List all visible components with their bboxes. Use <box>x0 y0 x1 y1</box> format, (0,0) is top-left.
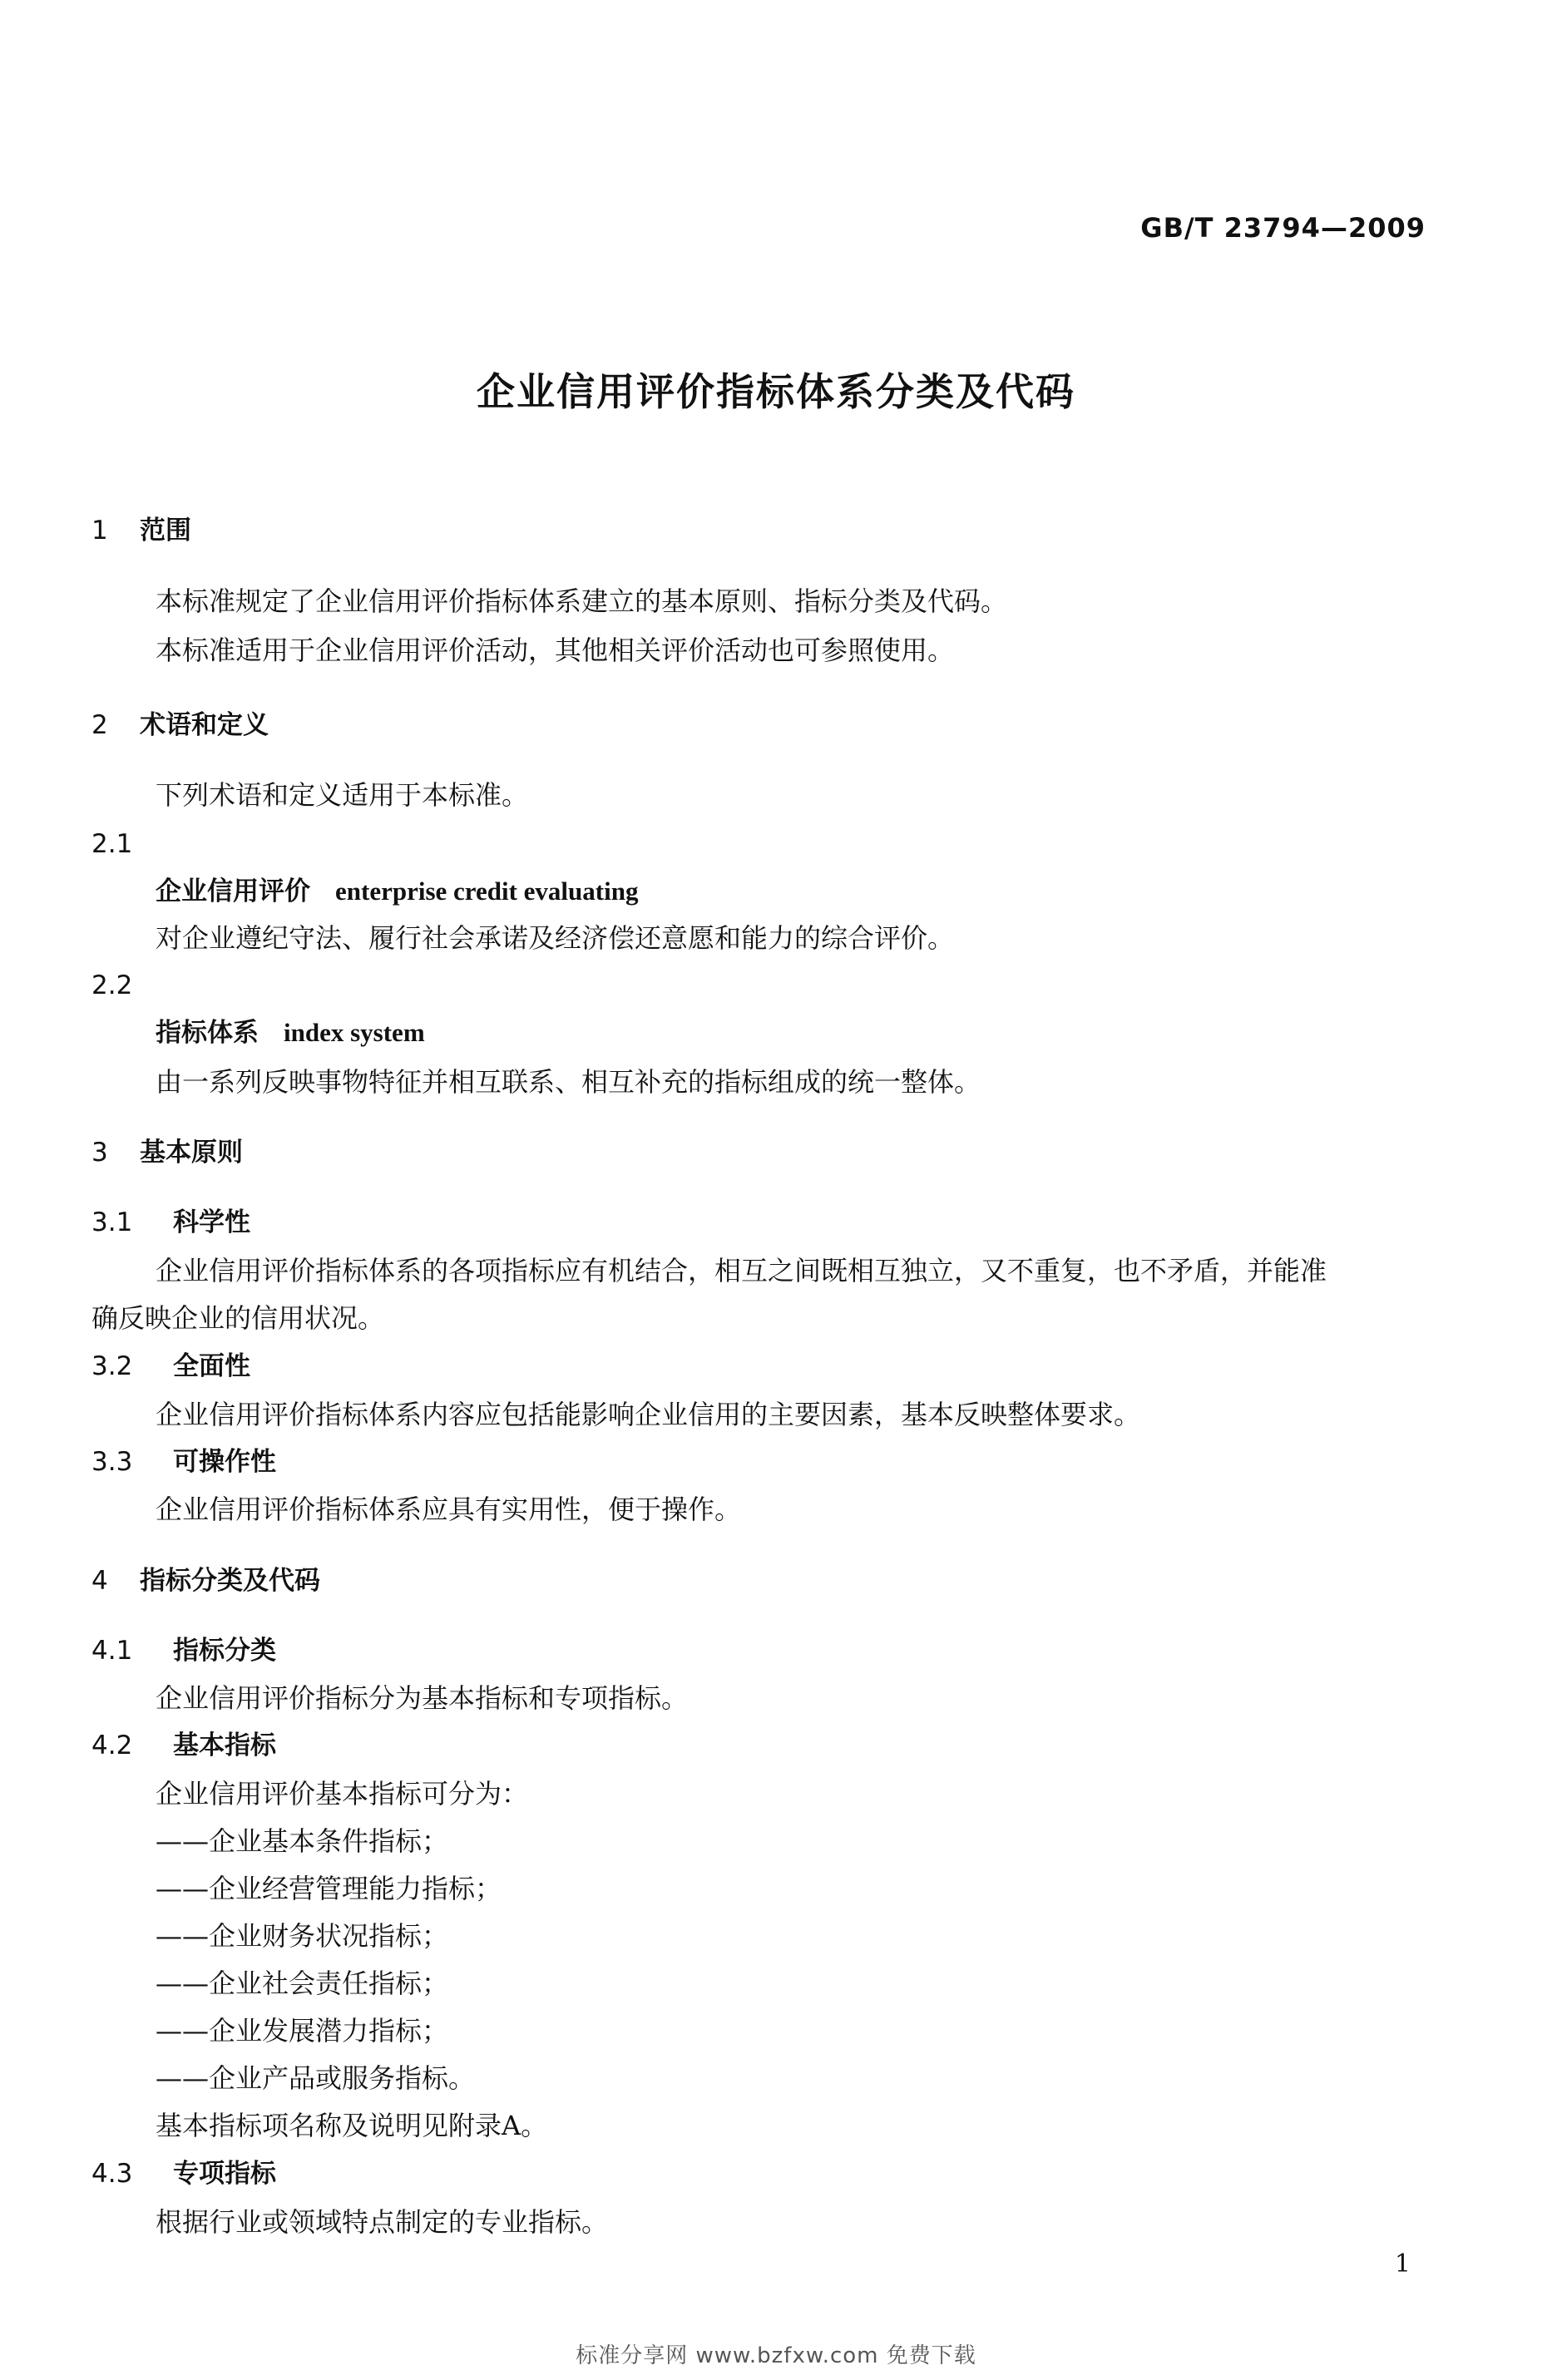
clause-3-2-heading: 3.2 全面性 <box>91 1351 250 1381</box>
clause-3-1-heading: 3.1 科学性 <box>91 1207 250 1237</box>
page-number: 1 <box>1394 2249 1411 2279</box>
clause-3-1-line-2: 确反映企业的信用状况。 <box>91 1302 385 1334</box>
term-2-1-number: 2.1 <box>91 829 133 859</box>
section-title: 指标分类及代码 <box>140 1566 320 1596</box>
section-title: 范围 <box>140 516 191 546</box>
term-2-1-definition: 对企业遵纪守法、履行社会承诺及经济偿还意愿和能力的综合评价。 <box>156 922 955 954</box>
section-title: 基本原则 <box>140 1138 243 1168</box>
list-item: ——企业社会责任指标； <box>156 1968 449 1999</box>
clause-4-2-intro: 企业信用评价基本指标可分为： <box>156 1778 529 1810</box>
term-chinese: 企业信用评价 <box>156 876 310 906</box>
list-item: ——企业基本条件指标； <box>156 1825 449 1857</box>
section-2-heading <box>91 709 269 742</box>
term-english: enterprise credit evaluating <box>335 876 639 906</box>
footer-watermark: 标准分享网 www.bzfxw.com 免费下载 <box>576 2343 976 2368</box>
section-3-heading <box>91 1136 243 1169</box>
clause-4-2-note: 基本指标项名称及说明见附录A。 <box>156 2110 548 2141</box>
section-1-paragraph-2: 本标准适用于企业信用评价活动，其他相关评价活动也可参照使用。 <box>156 635 955 666</box>
term-2-2-number: 2.2 <box>91 970 133 1000</box>
clause-4-1-line-1: 企业信用评价指标分为基本指标和专项指标。 <box>156 1682 689 1714</box>
clause-4-3-line-1: 根据行业或领域特点制定的专业指标。 <box>156 2206 609 2238</box>
clause-3-1-line-1: 企业信用评价指标体系的各项指标应有机结合，相互之间既相互独立，又不重复，也不矛盾，并能准 <box>156 1255 1327 1286</box>
section-number: 3 <box>91 1138 108 1168</box>
list-item: ——企业产品或服务指标。 <box>156 2062 476 2094</box>
list-item: ——企业发展潜力指标； <box>156 2015 449 2047</box>
section-1-paragraph-1: 本标准规定了企业信用评价指标体系建立的基本原则、指标分类及代码。 <box>156 585 1008 617</box>
clause-3-2-line-1: 企业信用评价指标体系内容应包括能影响企业信用的主要因素，基本反映整体要求。 <box>156 1399 1141 1430</box>
section-2-paragraph-1: 下列术语和定义适用于本标准。 <box>156 779 529 811</box>
standard-code: GB/T 23794—2009 <box>1140 212 1426 244</box>
list-item: ——企业经营管理能力指标； <box>156 1873 502 1904</box>
term-chinese: 指标体系 <box>156 1018 259 1048</box>
clause-4-1-heading: 4.1 指标分类 <box>91 1636 276 1666</box>
term-2-1-name <box>156 875 638 908</box>
section-title: 术语和定义 <box>140 710 269 740</box>
clause-4-2-heading: 4.2 基本指标 <box>91 1731 276 1760</box>
clause-3-3-heading: 3.3 可操作性 <box>91 1447 276 1477</box>
section-number: 1 <box>91 516 108 546</box>
clause-4-3-heading: 4.3 专项指标 <box>91 2159 276 2189</box>
list-item: ——企业财务状况指标； <box>156 1920 449 1952</box>
document-title: 企业信用评价指标体系分类及代码 <box>477 369 1075 414</box>
section-4-heading <box>91 1564 320 1597</box>
term-2-2-name <box>156 1016 425 1049</box>
section-number: 4 <box>91 1566 108 1596</box>
term-english: index system <box>284 1018 425 1047</box>
section-number: 2 <box>91 710 108 740</box>
term-2-2-definition: 由一系列反映事物特征并相互联系、相互补充的指标组成的统一整体。 <box>156 1066 981 1098</box>
clause-3-3-line-1: 企业信用评价指标体系应具有实用性，便于操作。 <box>156 1494 742 1525</box>
section-1-heading <box>91 514 191 547</box>
